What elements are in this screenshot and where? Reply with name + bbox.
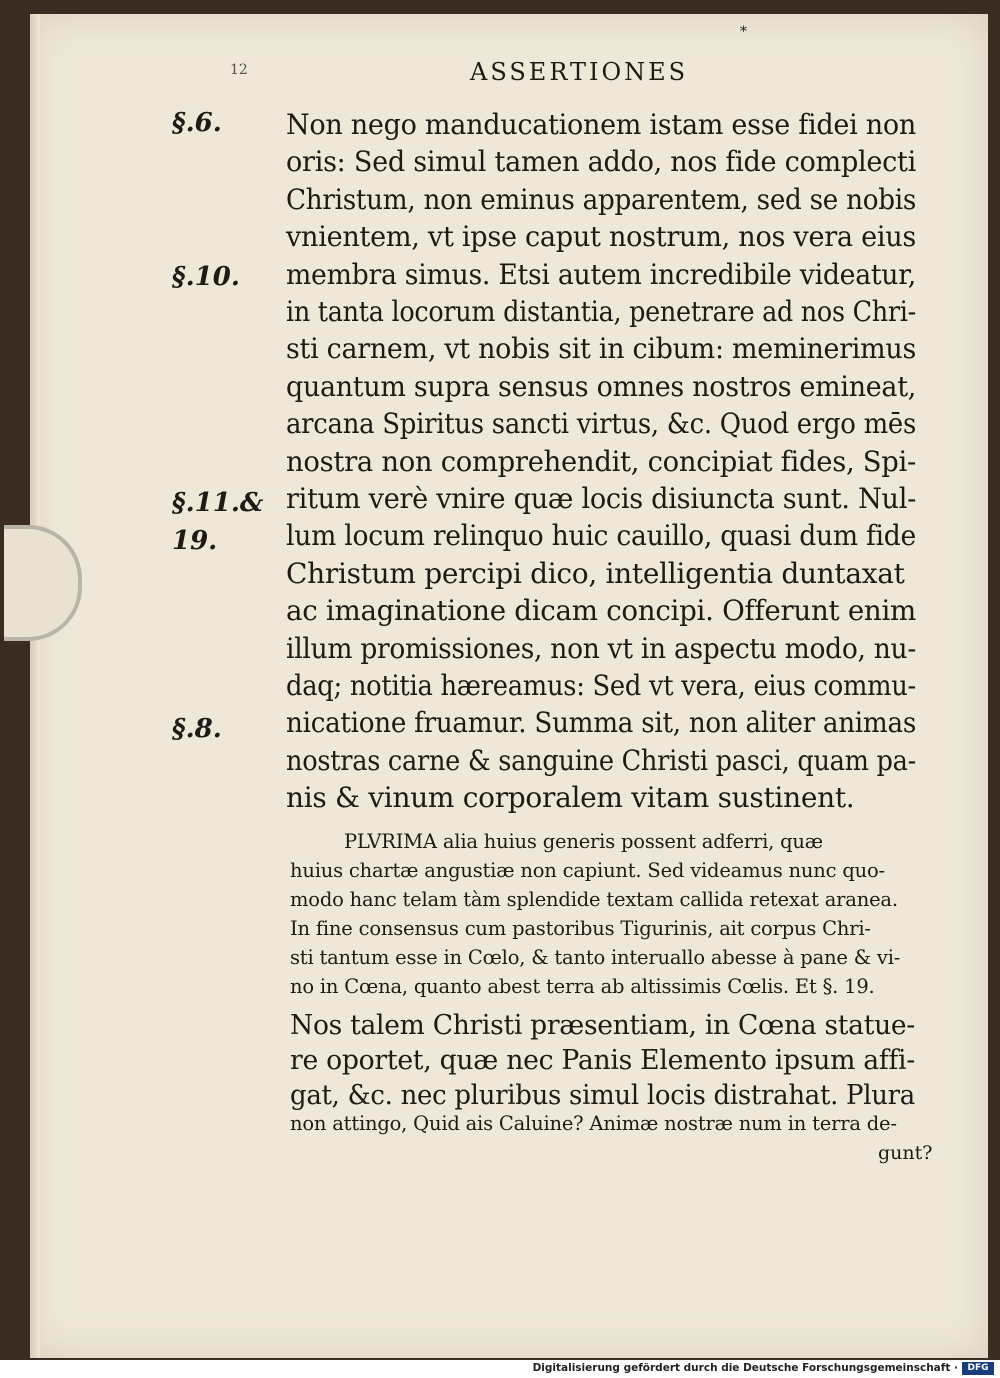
text-line: in tanta locorum distantia, penetrare ad nos Chri- — [286, 295, 916, 328]
margin-note: §.6. — [172, 108, 222, 138]
text-line: ac imaginatione dicam concipi. Offerunt enim — [286, 594, 916, 628]
text-line: illum promissiones, non vt in aspectu modo, nu- — [286, 631, 916, 665]
text-line: Nos talem Christi præsentiam, in Cœna statue- — [290, 1010, 915, 1041]
text-line: Christum, non eminus apparentem, sed se nobis — [286, 182, 916, 216]
text-line: arcana Spiritus sancti virtus, &c. Quod ergo mēs — [286, 407, 916, 441]
text-line: Christum percipi dico, intelligentia duntaxat — [286, 556, 905, 590]
text-line: PLVRIMA alia huius generis possent adferri, quæ — [344, 830, 823, 853]
footer-bar — [0, 1360, 1000, 1378]
text-line: Non nego manducationem istam esse fidei non — [286, 108, 916, 141]
signature-star: * — [740, 24, 747, 40]
text-line: gat, &c. nec pluribus simul locis distrahat. Plura — [290, 1080, 915, 1111]
text-line: In fine consensus cum pastoribus Tigurinis, ait corpus Chri- — [290, 917, 871, 940]
text-line: sti carnem, vt nobis sit in cibum: meminerimus — [286, 332, 916, 366]
text-line: huius chartæ angustiæ non capiunt. Sed videamus nunc quo- — [290, 859, 885, 882]
footer-credit: Digitalisierung gefördert durch die Deutsche Forschungsgemeinschaft · — [532, 1362, 958, 1374]
text-line: oris: Sed simul tamen addo, nos fide complecti — [286, 145, 916, 179]
text-line: nis & vinum corporalem vitam sustinent. — [286, 781, 855, 815]
text-line: lum locum relinquo huic cauillo, quasi dum fide — [286, 519, 916, 553]
text-line: nicatione fruamur. Summa sit, non aliter animas — [286, 706, 916, 740]
text-line: membra simus. Etsi autem incredibile videatur, — [286, 257, 916, 291]
text-line: no in Cœna, quanto abest terra ab altissimis Cœlis. Et §. 19. — [290, 975, 875, 998]
text-line: ritum verè vnire quæ locis disiuncta sunt. Nul- — [286, 482, 916, 515]
last-small-line: non attingo, Quid ais Caluine? Animæ nostræ num in terra de- — [290, 1112, 897, 1135]
margin-note: §.8. — [172, 714, 222, 744]
dfg-logo-icon: DFG — [962, 1362, 994, 1375]
text-line: sti tantum esse in Cœlo, & tanto interuallo abesse à pane & vi- — [290, 946, 901, 969]
text-line: daq; notitia hæreamus: Sed vt vera, eius commu- — [286, 669, 916, 702]
catchword: gunt? — [878, 1142, 933, 1164]
page-edge — [30, 14, 40, 1358]
text-line: modo hanc telam tàm splendide textam callida retexat aranea. — [290, 888, 898, 911]
text-line: vnientem, vt ipse caput nostrum, nos vera eius — [286, 220, 916, 254]
margin-note: 19. — [172, 526, 218, 556]
running-header: ASSERTIONES — [470, 58, 689, 86]
text-line: nostra non comprehendit, concipiat fides, Spi- — [286, 444, 916, 478]
text-line: re oportet, quæ nec Panis Elemento ipsum affi- — [290, 1045, 915, 1076]
text-line: nostras carne & sanguine Christi pasci, quam pa- — [286, 743, 916, 777]
margin-note: §.10. — [172, 262, 240, 292]
text-line: quantum supra sensus omnes nostros emineat, — [286, 369, 916, 403]
margin-note: §.11.& — [172, 488, 264, 518]
page-mark: 12 — [230, 62, 248, 78]
